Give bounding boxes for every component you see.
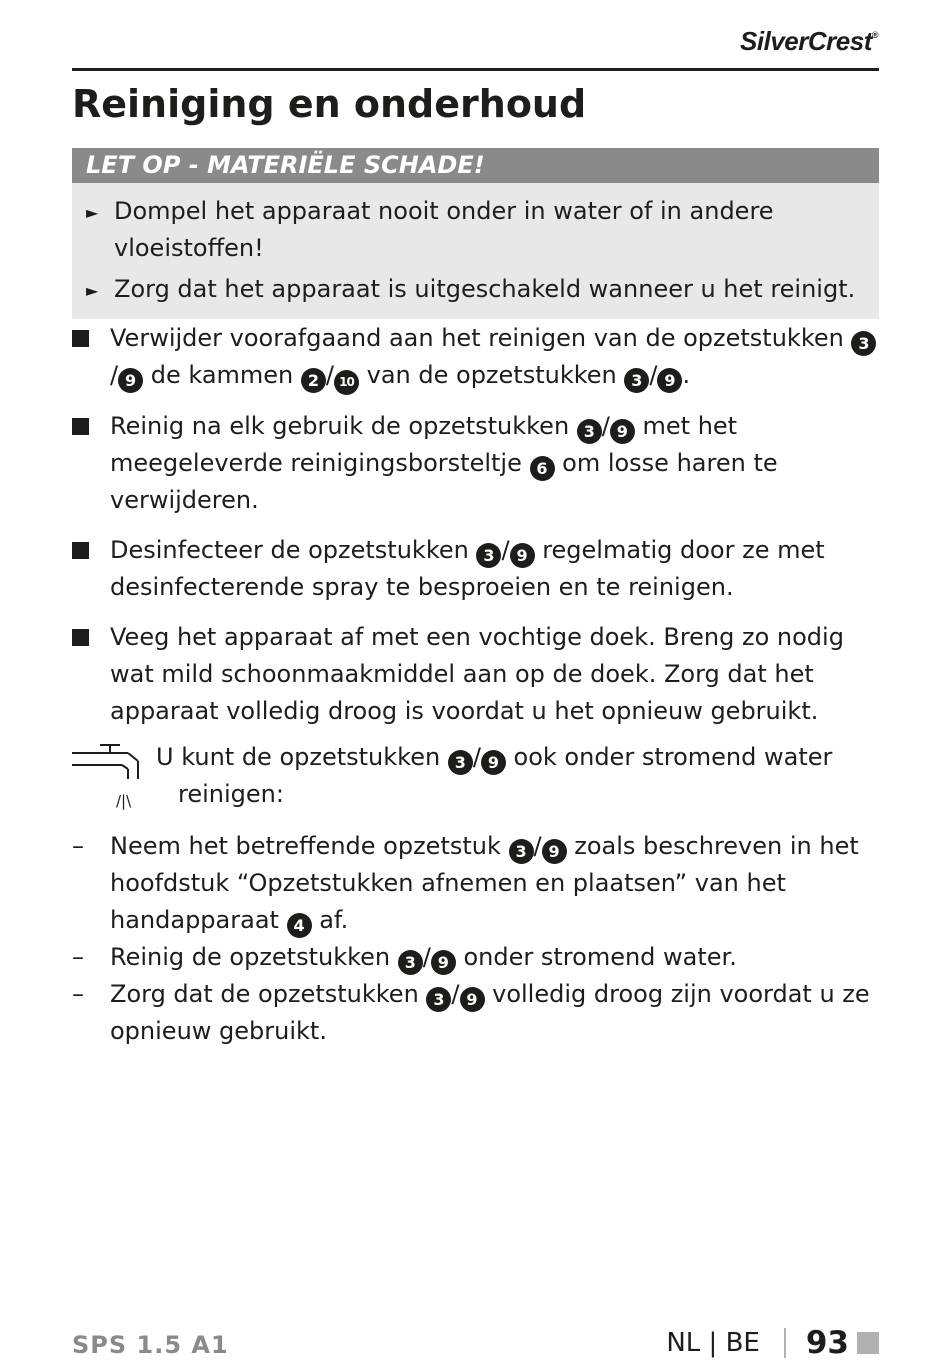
- square-bullet-icon: [72, 532, 110, 606]
- square-bullet-icon: [72, 408, 110, 519]
- bullet-item: Desinfecteer de opzetstukken 3 / 9 regelmatig door ze met desinfecterende spray te besproeien en te reinigen.: [72, 532, 882, 606]
- step-item: – Zorg dat de opzetstukken 3 / 9 volledig droog zijn voordat u ze opnieuw gebruikt.: [72, 980, 870, 1045]
- part-number: 10: [334, 370, 359, 395]
- part-number: 9: [657, 368, 682, 393]
- part-number: 3: [448, 750, 473, 775]
- bullet-item: Verwijder voorafgaand aan het reinigen van de opzetstukken 3/ 9 de kammen 2 / 10 van de opzetstukken 3 / 9 .: [72, 320, 882, 395]
- brand-logo: SilverCrest®: [740, 26, 878, 56]
- part-number: 3: [426, 987, 451, 1012]
- svg-text:/|\: /|\: [116, 792, 132, 810]
- part-number: 9: [431, 950, 456, 975]
- square-bullet-icon: [72, 320, 110, 395]
- page-title: Reiniging en onderhoud: [72, 82, 587, 126]
- warning-item: ► Zorg dat het apparaat is uitgeschakeld wanneer u het reinigt.: [86, 271, 861, 309]
- footer-divider: [784, 1328, 786, 1358]
- part-number: 3: [476, 543, 501, 568]
- part-number: 3: [624, 368, 649, 393]
- square-bullet-icon: [72, 619, 110, 730]
- language-code: NL | BE: [666, 1328, 760, 1358]
- warning-box: [72, 148, 879, 319]
- part-number: 9: [460, 987, 485, 1012]
- part-number: 9: [510, 543, 535, 568]
- part-number: 9: [542, 839, 567, 864]
- part-number: 9: [481, 750, 506, 775]
- part-number: 9: [118, 368, 143, 393]
- warning-heading: LET OP - MATERIËLE SCHADE!: [72, 148, 879, 183]
- part-number: 3: [851, 331, 876, 356]
- part-number: 6: [530, 456, 555, 481]
- page-marker-icon: [857, 1332, 879, 1354]
- part-number: 9: [610, 419, 635, 444]
- water-tap-icon: [72, 739, 156, 822]
- arrow-icon: ►: [86, 203, 99, 222]
- tap-note: /|\ U kunt de opzetstukken 3 / 9 ook onder stromend water reinigen:: [72, 739, 882, 822]
- warning-item: ► Dompel het apparaat nooit onder in water of in andere vloeistoffen!: [86, 193, 861, 267]
- part-number: 4: [287, 913, 312, 938]
- bullet-item: Reinig na elk gebruik de opzetstukken 3 / 9 met het meegeleverde reinigingsborsteltje 6 om losse haren te verwijderen.: [72, 408, 882, 519]
- page-footer: [666, 1325, 879, 1361]
- part-number: 3: [398, 950, 423, 975]
- arrow-icon: ►: [86, 281, 99, 300]
- bullet-item: Veeg het apparaat af met een vochtige doek. Breng zo nodig wat mild schoonmaakmiddel aan op de doek. Zorg dat het apparaat volledig droog is voordat u het opnieuw gebruikt.: [72, 619, 882, 730]
- model-number: SPS 1.5 A1: [72, 1331, 229, 1359]
- part-number: 3: [577, 419, 602, 444]
- step-item: – Reinig de opzetstukken 3 / 9 onder stromend water.: [72, 939, 882, 976]
- header-rule: [72, 68, 879, 71]
- part-number: 2: [301, 368, 326, 393]
- page-number: 93: [805, 1325, 849, 1361]
- part-number: 3: [509, 839, 534, 864]
- step-item: – Neem het betreffende opzetstuk 3 / 9 zoals beschreven in het hoofdstuk “Opzetstukken afnemen en plaatsen” van het handapparaat 4 af.: [72, 828, 882, 939]
- main-content: [72, 320, 882, 1050]
